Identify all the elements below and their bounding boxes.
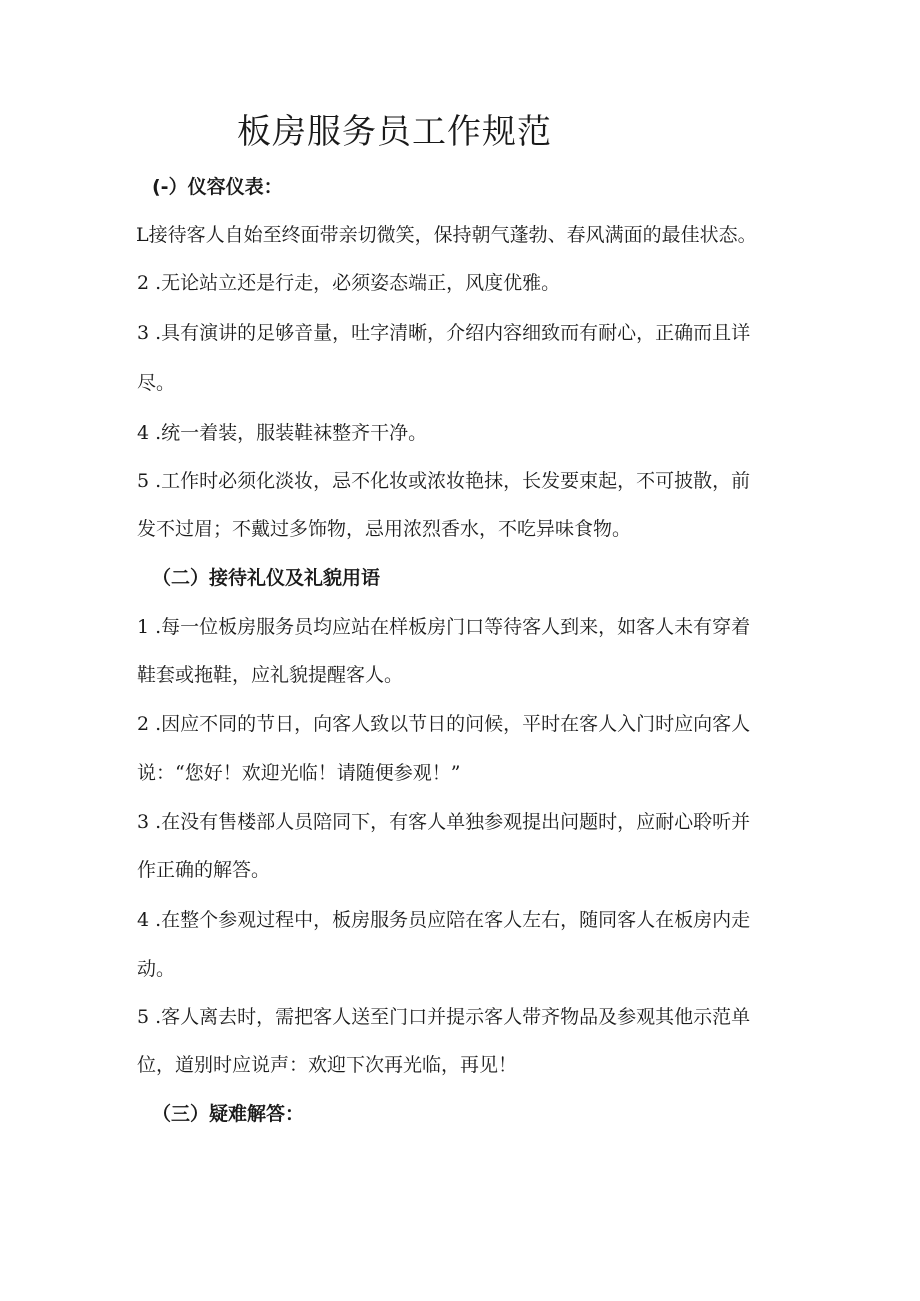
document-title: 板房服务员工作规范 (237, 112, 552, 152)
body-line: 说：“您好！欢迎光临！请随便参观！” (137, 762, 461, 784)
section-heading-appearance: (-）仪容仪表： (152, 176, 283, 198)
section-heading-etiquette: （二）接待礼仪及礼貌用语 (152, 567, 381, 589)
body-line: 2 .因应不同的节日，向客人致以节日的问候，平时在客人入门时应向客人 (137, 713, 751, 735)
body-line: 5 .工作时必须化淡妆，忌不化妆或浓妆艳抹，长发要束起，不可披散，前 (137, 470, 751, 492)
body-line: 鞋套或拖鞋，应礼貌提醒客人。 (137, 664, 404, 686)
body-line: 尽。 (137, 372, 176, 394)
body-line: 3 .具有演讲的足够音量，吐字清晰，介绍内容细致而有耐心，正确而且详 (137, 322, 751, 344)
body-line: 发不过眉；不戴过多饰物，忌用浓烈香水，不吃异味食物。 (137, 518, 632, 540)
body-line: 4 .统一着装，服装鞋袜整齐干净。 (137, 422, 428, 444)
body-line: 5 .客人离去时，需把客人送至门口并提示客人带齐物品及参观其他示范单 (137, 1006, 751, 1028)
body-line: 3 .在没有售楼部人员陪同下，有客人单独参观提出问题时，应耐心聆听并 (137, 811, 751, 833)
body-line: 2 .无论站立还是行走，必须姿态端正，风度优雅。 (137, 272, 561, 294)
body-line: 动。 (137, 958, 176, 980)
section-heading-faq: （三）疑难解答： (152, 1103, 305, 1125)
body-line: 位，道别时应说声：欢迎下次再光临，再见！ (137, 1054, 518, 1076)
body-line: 4 .在整个参观过程中，板房服务员应陪在客人左右，随同客人在板房内走 (137, 909, 751, 931)
body-line: 1 .每一位板房服务员均应站在样板房门口等待客人到来，如客人未有穿着 (137, 616, 751, 638)
body-line: 作正确的解答。 (137, 859, 271, 881)
body-line: L接待客人自始至终面带亲切微笑，保持朝气蓬勃、春风满面的最佳状态。 (136, 224, 757, 246)
